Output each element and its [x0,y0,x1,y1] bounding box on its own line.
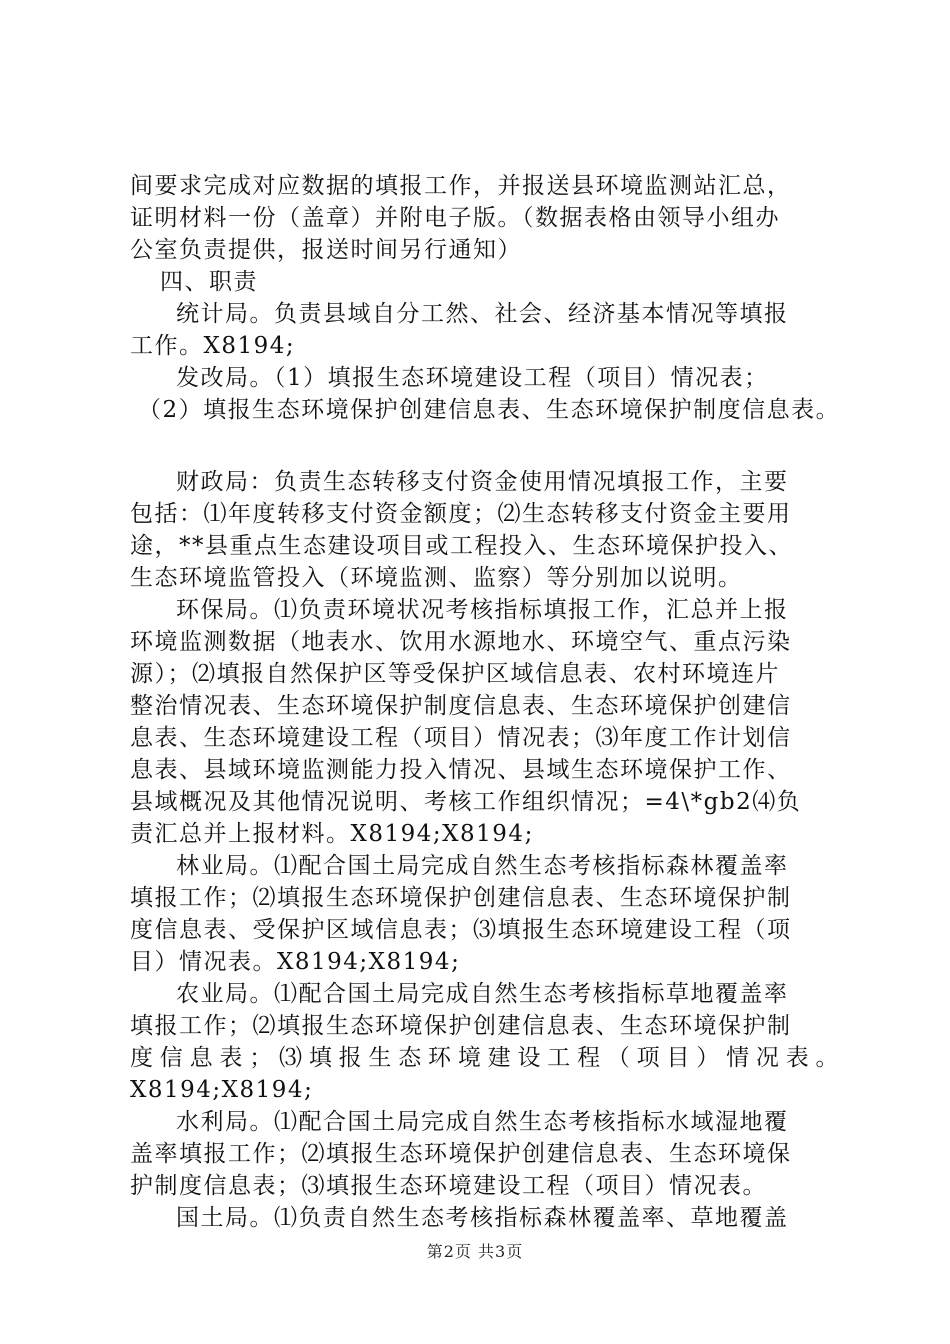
text-line: X8194;X8194; [130,1077,314,1103]
text-line: 目）情况表。X8194;X8194; [130,949,461,975]
text-line: 环保局。⑴负责环境状况考核指标填报工作，汇总并上报 [176,597,789,623]
paragraph-gap [130,426,840,466]
text-line: 县域概况及其他情况说明、考核工作组织情况；=4\*gb2⑷负 [130,789,802,815]
text-line: 财政局：负责生态转移支付资金使用情况填报工作，主要 [176,469,789,495]
text-line: 水利局。⑴配合国土局完成自然生态考核指标水域湿地覆 [176,1109,789,1135]
text-line: 林业局。⑴配合国土局完成自然生态考核指标森林覆盖率 [176,853,789,879]
page-footer: 第2页 共3页 [426,1242,524,1261]
text-line: 息表、生态环境建设工程（项目）情况表；⑶年度工作计划信 [130,725,792,751]
text-line: 公室负责提供，报送时间另行通知） [130,237,522,263]
text-line: 息表、县域环境监测能力投入情况、县域生态环境保护工作、 [130,757,792,783]
text-line: 责汇总并上报材料。X8194;X8194; [130,821,534,847]
text-line: 国土局。⑴负责自然生态考核指标森林覆盖率、草地覆盖 [176,1205,789,1231]
text-line: 整治情况表、生态环境保护制度信息表、生态环境保护创建信 [130,693,792,719]
text-line: 证明材料一份（盖章）并附电子版。（数据表格由领导小组办 [130,205,780,231]
text-line: 盖率填报工作；⑵填报生态环境保护创建信息表、生态环境保 [130,1141,792,1167]
text-line: 发改局。（1）填报生态环境建设工程（项目）情况表； [176,365,769,391]
section-heading: 四、职责 [160,269,258,295]
document-body [130,170,840,1234]
text-line: 度信息表、受保护区域信息表；⑶填报生态环境建设工程（项 [130,917,792,943]
text-line: 填报工作；⑵填报生态环境保护创建信息表、生态环境保护制 [130,1013,792,1039]
text-line: （2）填报生态环境保护创建信息表、生态环境保护制度信息表。 [138,397,841,423]
text-line: 护制度信息表；⑶填报生态环境建设工程（项目）情况表。 [130,1173,767,1199]
text-line: 填报工作；⑵填报生态环境保护创建信息表、生态环境保护制 [130,885,792,911]
text-line: 源）；⑵填报自然保护区等受保护区域信息表、农村环境连片 [130,661,780,687]
text-line: 包括：⑴年度转移支付资金额度；⑵生态转移支付资金主要用 [130,501,792,527]
text-line: 农业局。⑴配合国土局完成自然生态考核指标草地覆盖率 [176,981,789,1007]
text-line: 统计局。负责县域自分工然、社会、经济基本情况等填报 [176,301,789,327]
text-line: 环境监测数据（地表水、饮用水源地水、环境空气、重点污染 [130,629,792,655]
text-line: 生态环境监管投入（环境监测、监察）等分别加以说明。 [130,565,743,591]
text-line: 途，**县重点生态建设项目或工程投入、生态环境保护投入、 [130,533,793,559]
text-line: 工作。X8194; [130,333,296,359]
text-line: 间要求完成对应数据的填报工作，并报送县环境监测站汇总， [130,173,792,199]
text-line: 度信息表；⑶填报生态环境建设工程（项目）情况表。 [130,1045,840,1071]
